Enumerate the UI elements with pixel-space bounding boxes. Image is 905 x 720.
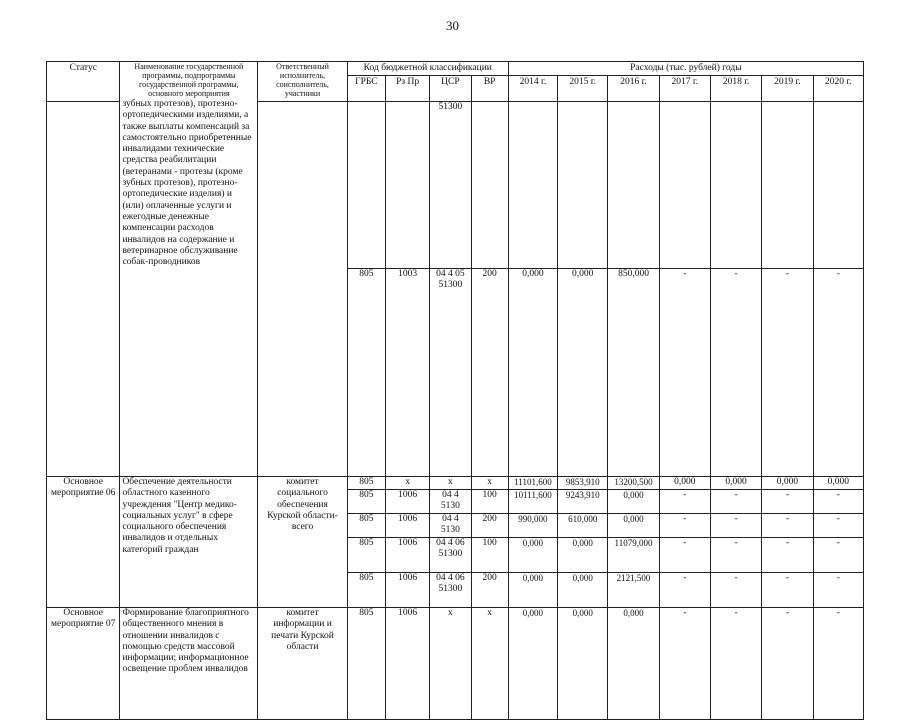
- continuation-first-csr: 51300: [430, 102, 471, 269]
- value-2016: 11079,000: [608, 537, 659, 572]
- value-2014: 990,000: [508, 513, 557, 537]
- activity06-status: Основное мероприятие 06: [47, 476, 120, 607]
- continuation-row: [47, 268, 864, 476]
- value-2014: 0,000: [508, 268, 557, 476]
- vr: 200: [471, 268, 508, 476]
- value-2016: 0,000: [608, 513, 659, 537]
- value-2016: 0,000: [608, 607, 659, 719]
- header-vr: ВР: [471, 76, 508, 102]
- rzpr: 1006: [386, 572, 430, 607]
- header-name: [120, 62, 258, 269]
- grbs: 805: [347, 537, 385, 572]
- rzpr: х: [386, 476, 430, 489]
- value-2020: 0,000: [813, 476, 863, 489]
- value-2018: 0,000: [710, 476, 761, 489]
- rzpr: 1006: [386, 489, 430, 513]
- value-2020: -: [813, 537, 863, 572]
- header-year-2017: 2017 г.: [659, 76, 710, 102]
- value-2018: -: [710, 607, 761, 719]
- header-status: Статус: [47, 62, 120, 102]
- header-name-text: Наименование государственной программы, подпрограммы государственной программы, основного мероприятия: [134, 62, 244, 98]
- vr: х: [471, 476, 508, 489]
- rzpr: 1006: [386, 513, 430, 537]
- value-2019: -: [762, 268, 813, 476]
- value-2018: -: [710, 513, 761, 537]
- header-expenses: Расходы (тыс. рублей) годы: [508, 62, 863, 76]
- csr: 04 4 5130: [430, 513, 471, 537]
- value-2019: -: [762, 489, 813, 513]
- value-2016: 850,000: [608, 268, 659, 476]
- value-2018: -: [710, 268, 761, 476]
- grbs: 805: [347, 476, 385, 489]
- vr: 100: [471, 537, 508, 572]
- vr: 200: [471, 572, 508, 607]
- value-2017: -: [659, 268, 710, 476]
- value-2019: -: [762, 572, 813, 607]
- value-2017: -: [659, 489, 710, 513]
- value-2017: -: [659, 572, 710, 607]
- value-2015: 0,000: [558, 537, 608, 572]
- activity07-executor: комитет информации и печати Курской области: [258, 607, 348, 719]
- value-2014: 0,000: [508, 537, 557, 572]
- continuation-name: зубных протезов), протезно-ортопедическими изделиями, а также выплаты компенсаций за самостоятельно приобретенные инвалидами технические средства реабилитации (ветеранами - протезы (кроме зубных протезов), протезно-ортопедические изделия) и (или) оплаченные услуги и ежегодные денежные компенсации расходов инвалидов на содержание и ветеринарное обслуживание собак-проводников: [122, 99, 252, 268]
- rzpr: 1003: [386, 268, 430, 476]
- value-2016: 2121,500: [608, 572, 659, 607]
- value-2018: -: [710, 489, 761, 513]
- header-rzpr: Рз Пр: [386, 76, 430, 102]
- value-2016: 13200,500: [608, 476, 659, 489]
- continuation-name-cell: [120, 268, 258, 476]
- vr: 100: [471, 489, 508, 513]
- value-2015: 0,000: [558, 607, 608, 719]
- value-2018: -: [710, 537, 761, 572]
- header-year-2016: 2016 г.: [608, 76, 659, 102]
- page-number: 30: [446, 18, 459, 33]
- activity06-executor: комитет социального обеспечения Курской области-всего: [258, 476, 348, 607]
- value-2015: 9853,910: [558, 476, 608, 489]
- header-year-2018: 2018 г.: [710, 76, 761, 102]
- value-2014: 10111,600: [508, 489, 557, 513]
- value-2019: -: [762, 513, 813, 537]
- value-2019: 0,000: [762, 476, 813, 489]
- csr: 04 4 05 51300: [430, 268, 471, 476]
- continuation-executor-cell: [258, 102, 348, 477]
- value-2020: -: [813, 513, 863, 537]
- value-2017: 0,000: [659, 476, 710, 489]
- value-2017: -: [659, 607, 710, 719]
- grbs: 805: [347, 513, 385, 537]
- value-2020: -: [813, 489, 863, 513]
- value-2016: 0,000: [608, 489, 659, 513]
- value-2020: -: [813, 268, 863, 476]
- header-year-2015: 2015 г.: [558, 76, 608, 102]
- csr: х: [430, 476, 471, 489]
- grbs: 805: [347, 268, 385, 476]
- value-2014: 0,000: [508, 607, 557, 719]
- value-2020: -: [813, 607, 863, 719]
- header-csr: ЦСР: [430, 76, 471, 102]
- grbs: 805: [347, 489, 385, 513]
- csr: 04 4 06 51300: [430, 537, 471, 572]
- value-2014: 11101,600: [508, 476, 557, 489]
- header-year-2019: 2019 г.: [762, 76, 813, 102]
- activity07-status: Основное мероприятие 07: [47, 607, 120, 719]
- value-2019: -: [762, 537, 813, 572]
- header-year-2014: 2014 г.: [508, 76, 557, 102]
- value-2015: 0,000: [558, 572, 608, 607]
- value-2017: -: [659, 537, 710, 572]
- value-2015: 610,000: [558, 513, 608, 537]
- csr: х: [430, 607, 471, 719]
- value-2018: -: [710, 572, 761, 607]
- budget-table: [46, 61, 864, 720]
- vr: х: [471, 607, 508, 719]
- rzpr: 1006: [386, 607, 430, 719]
- vr: 200: [471, 513, 508, 537]
- continuation-status-cell: [47, 102, 120, 477]
- activity06-row-total: [47, 476, 864, 489]
- value-2017: -: [659, 513, 710, 537]
- csr: 04 4 5130: [430, 489, 471, 513]
- header-row-1: [47, 62, 864, 76]
- value-2015: 0,000: [558, 268, 608, 476]
- header-year-2020: 2020 г.: [813, 76, 863, 102]
- header-grbs: ГРБС: [347, 76, 385, 102]
- rzpr: 1006: [386, 537, 430, 572]
- value-2019: -: [762, 607, 813, 719]
- activity06-name: Обеспечение деятельности областного казенного учреждения "Центр медико-социальных услуг" в сфере социального обеспечения инвалидов и отдельных категорий граждан: [120, 476, 258, 607]
- grbs: 805: [347, 572, 385, 607]
- activity07-row: [47, 607, 864, 719]
- header-budget-code: Код бюджетной классификации: [347, 62, 508, 76]
- csr: 04 4 06 51300: [430, 572, 471, 607]
- value-2015: 9243,910: [558, 489, 608, 513]
- header-executor: Ответственный исполнитель, соисполнитель, участники: [258, 62, 348, 102]
- grbs: 805: [347, 607, 385, 719]
- value-2014: 0,000: [508, 572, 557, 607]
- activity07-name: Формирование благоприятного общественного мнения в отношении инвалидов с помощью средств массовой информации; информационное освещение проблем инвалидов: [120, 607, 258, 719]
- value-2020: -: [813, 572, 863, 607]
